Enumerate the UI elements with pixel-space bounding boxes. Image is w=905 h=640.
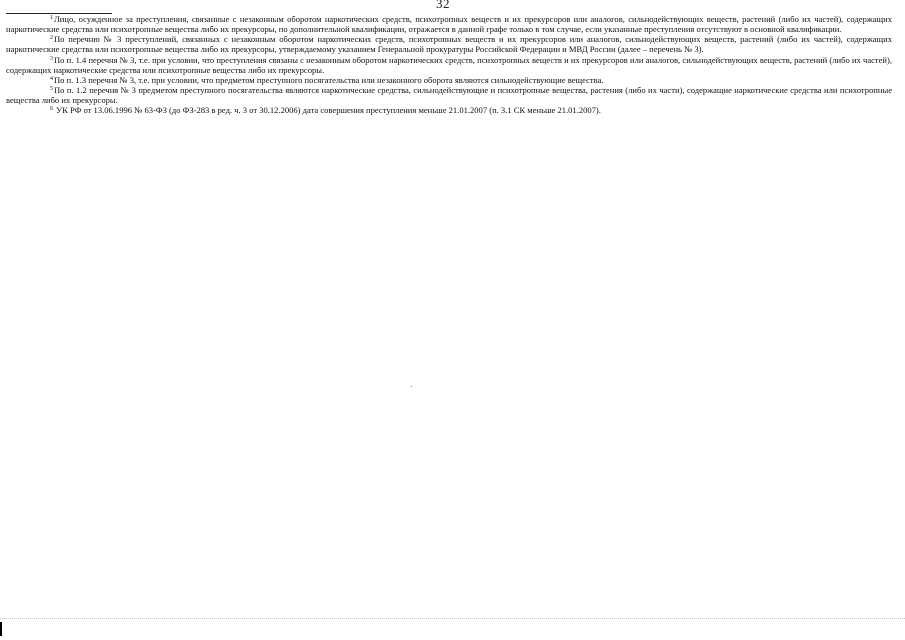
footnote-3 <box>6 55 892 75</box>
footnote-text: Лицо, осужденное за преступления, связанные с незаконным оборотом наркотических средств, психотропных веществ и их прекурсоров или аналогов, сильнодействующих веществ, растений (либо их частей), содержащих наркотические средства или психотропные вещества либо их прекурсоры, по дополнительной квалификации, отражается в данной графе только в том случае, если указанные преступления отсутствуют в основной квалификации. <box>6 14 892 35</box>
footnote-6 <box>6 105 892 115</box>
page-number: 32 <box>436 0 450 11</box>
footnote-4 <box>6 75 892 85</box>
scan-speck <box>411 386 412 387</box>
footnote-1 <box>6 14 892 34</box>
footnote-mark: 4 <box>50 75 53 82</box>
scan-bottom-edge <box>0 618 905 619</box>
footnote-2 <box>6 34 892 54</box>
footnote-mark: 6 <box>50 106 53 113</box>
scan-edge-mark <box>0 622 2 636</box>
footnote-text: По перечню № 3 преступлений, связанных с незаконным оборотом наркотических средств, психотропных веществ и их прекурсоров или аналогов, сильнодействующих веществ, растений (либо их частей), содержащих наркотические средства или психотропные вещества либо их прекурсоры, утверждаемому указанием Генеральной прокуратуры Российской Федерации и МВД России (далее – перечень № 3). <box>6 34 892 55</box>
footnote-5 <box>6 85 892 105</box>
footnote-text: По п. 1.2 перечня № 3 предметом преступного посягательства являются наркотические средства, сильнодействующие и психотропные вещества, растения (либо их части), содержащие наркотические средства или психотропные вещества либо их прекурсоры. <box>6 85 892 106</box>
footnote-mark: 1 <box>50 15 53 21</box>
footnote-text: По п. 1.3 перечня № 3, т.е. при условии, что предметом преступного посягательства или незаконного оборота являются сильнодействующие вещества. <box>54 74 604 85</box>
footnote-mark: 3 <box>50 55 53 62</box>
footnote-text: УК РФ от 13.06.1996 № 63-ФЗ (до ФЗ-283 в ред. ч. 3 от 30.12.2006) дата совершения преступления меньше 21.01.2007 (п. 3.1 СК меньше 21.01.2007). <box>56 105 601 116</box>
footnote-mark: 5 <box>50 86 53 93</box>
footnote-mark: 2 <box>50 35 53 42</box>
footnote-text: По п. 1.4 перечня № 3, т.е. при условии, что преступления связаны с незаконным оборотом наркотических средств, психотропных веществ и их прекурсоров или аналогов, сильнодействующих веществ, растений (либо их частей), содержащих наркотические средства или психотропные вещества либо их прекурсоры. <box>6 54 892 75</box>
footnotes-block <box>6 14 892 116</box>
